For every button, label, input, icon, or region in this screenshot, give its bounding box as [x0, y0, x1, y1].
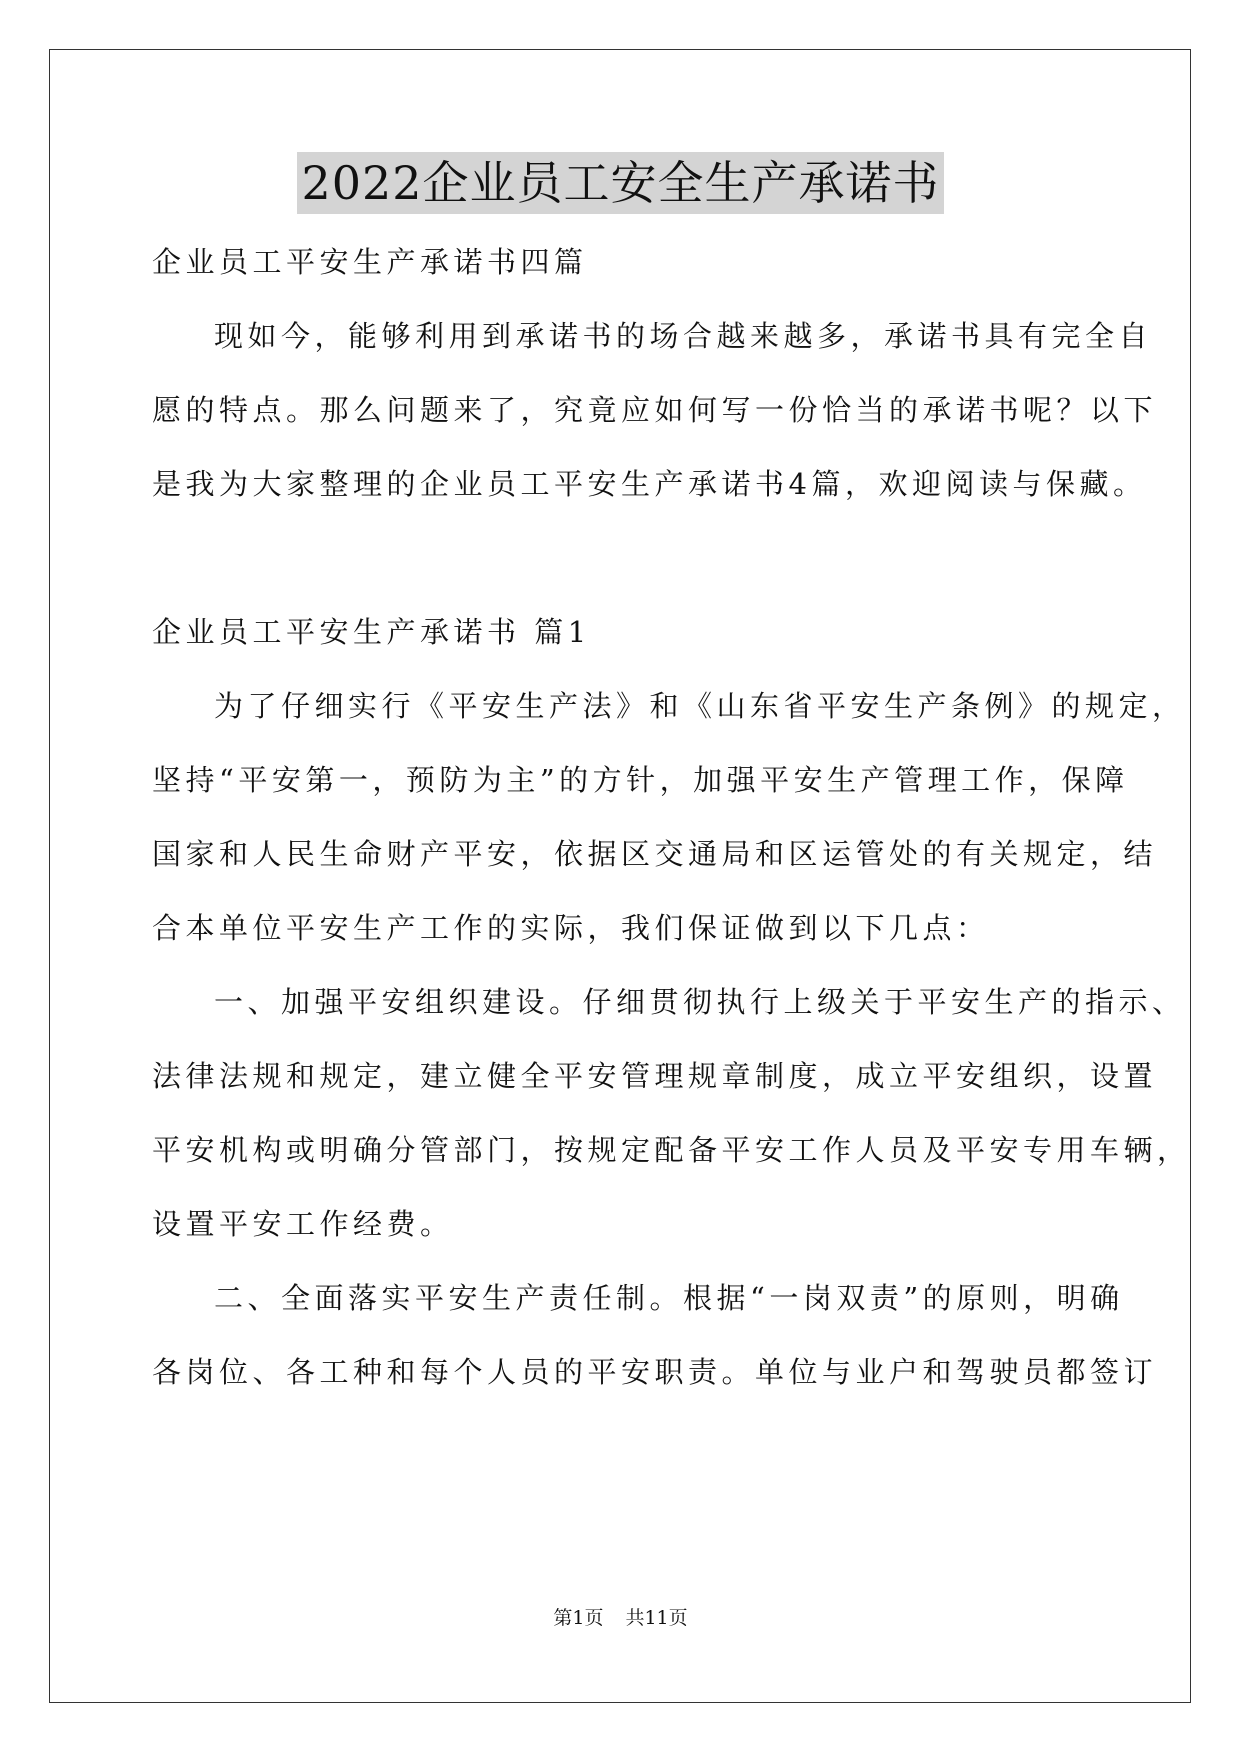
- page-border: [49, 49, 1191, 1703]
- paragraph-line: 平安机构或明确分管部门，按规定配备平安工作人员及平安专用车辆，: [152, 1133, 1191, 1167]
- paragraph-line: 法律法规和规定，建立健全平安管理规章制度，成立平安组织，设置: [152, 1059, 1158, 1093]
- paragraph-line: 国家和人民生命财产平安，依据区交通局和区运管处的有关规定，结: [152, 837, 1158, 871]
- paragraph-line: 是我为大家整理的企业员工平安生产承诺书4篇，欢迎阅读与保藏。: [152, 467, 1147, 501]
- paragraph-line: 合本单位平安生产工作的实际，我们保证做到以下几点：: [152, 911, 990, 945]
- paragraph-line: 一、加强平安组织建设。仔细贯彻执行上级关于平安生产的指示、: [214, 985, 1186, 1019]
- paragraph-line: 为了仔细实行《平安生产法》和《山东省平安生产条例》的规定，: [214, 689, 1186, 723]
- page-number: 第1页: [553, 1607, 604, 1629]
- document-title: 2022企业员工安全生产承诺书: [297, 152, 943, 214]
- paragraph-line: 现如今，能够利用到承诺书的场合越来越多，承诺书具有完全自: [214, 319, 1153, 353]
- page-footer: [0, 1605, 1241, 1631]
- paragraph-line: 坚持“平安第一，预防为主”的方针，加强平安生产管理工作，保障: [152, 763, 1129, 797]
- page-total: 共11页: [625, 1607, 688, 1629]
- paragraph-line: 愿的特点。那么问题来了，究竟应如何写一份恰当的承诺书呢？以下: [152, 393, 1158, 427]
- paragraph-line: 二、全面落实平安生产责任制。根据“一岗双责”的原则，明确: [214, 1281, 1124, 1315]
- paragraph-line: 各岗位、各工种和每个人员的平安职责。单位与业户和驾驶员都签订: [152, 1355, 1158, 1389]
- subtitle: 企业员工平安生产承诺书四篇: [152, 245, 588, 279]
- paragraph-line: 设置平安工作经费。: [152, 1207, 454, 1241]
- title-container: [0, 152, 1241, 214]
- section-heading: 企业员工平安生产承诺书 篇1: [152, 615, 591, 649]
